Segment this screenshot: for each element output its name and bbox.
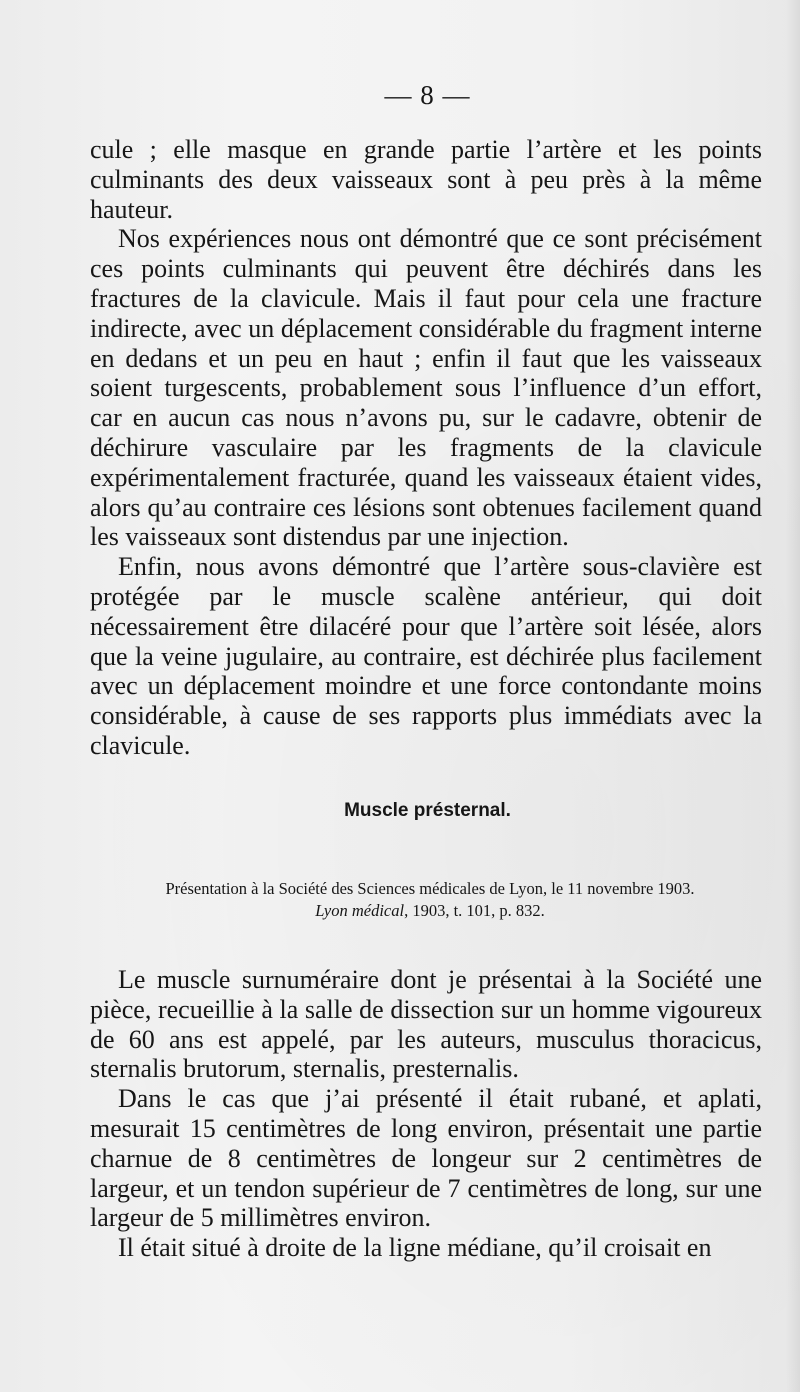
presentation-line-2 bbox=[100, 900, 760, 922]
paragraph-continuation: cule ; elle masque en grande partie l’artère et les points culminants des deux vaisseaux sont à peu près à la même hauteur. bbox=[90, 135, 762, 224]
journal-reference: , 1903, t. 101, p. 832. bbox=[404, 901, 545, 920]
paragraph-experiences: Nos expériences nous ont démontré que ce sont précisément ces points culminants qui peuvent être déchirés dans les fractures de la clavicule. Mais il faut pour cela une fracture indirecte, avec un déplacement considérable du fragment interne en dedans et un peu en haut ; enfin il faut que les vaisseaux soient turgescents, probablement sous l’influence d’un effort, car en aucun cas nous n’avons pu, sur le cadavre, obtenir de déchirure vasculaire par les fragments de la clavicule expérimentalement fracturée, quand les vaisseaux étaient vides, alors qu’au contraire ces lésions sont obtenues facilement quand les vaisseaux sont distendus par une injection. bbox=[90, 224, 762, 552]
page-edge-shadow bbox=[786, 0, 800, 1392]
text-block-bottom bbox=[90, 965, 762, 1263]
presentation-line-1: Présentation à la Société des Sciences médicales de Lyon, le 11 novembre 1903. bbox=[165, 879, 695, 898]
paragraph-muscle-surnumeraire: Le muscle surnuméraire dont je présentai à la Société une pièce, recueillie à la salle de dissection sur un homme vigoureux de 60 ans est appelé, par les auteurs, musculus thoracicus, sternalis brutorum, sternalis, presternalis. bbox=[90, 965, 762, 1084]
presentation-note bbox=[100, 878, 760, 922]
journal-name: Lyon médical bbox=[315, 901, 405, 920]
section-title: Muscle présternal. bbox=[344, 800, 511, 821]
page-number: — 8 — bbox=[384, 80, 471, 110]
paragraph-situation: Il était situé à droite de la ligne médiane, qu’il croisait en bbox=[118, 1233, 712, 1263]
paragraph-cas-presente: Dans le cas que j’ai présenté il était rubané, et aplati, mesurait 15 centimètres de long environ, présentait une partie charnue de 8 centimètres de longeur sur 2 centimètres de largeur, et un tendon supérieur de 7 centimètres de long, sur une largeur de 5 millimètres environ. bbox=[90, 1084, 762, 1233]
text-block-top bbox=[90, 135, 762, 761]
paragraph-artere-sous-claviere: Enfin, nous avons démontré que l’artère sous-clavière est protégée par le muscle scalène antérieur, qui doit nécessairement être dilacéré pour que l’artère soit lésée, alors que la veine jugulaire, au contraire, est déchirée plus facilement avec un déplacement moindre et une force contondante moins considérable, à cause de ses rapports plus immédiats avec la clavicule. bbox=[90, 552, 762, 760]
